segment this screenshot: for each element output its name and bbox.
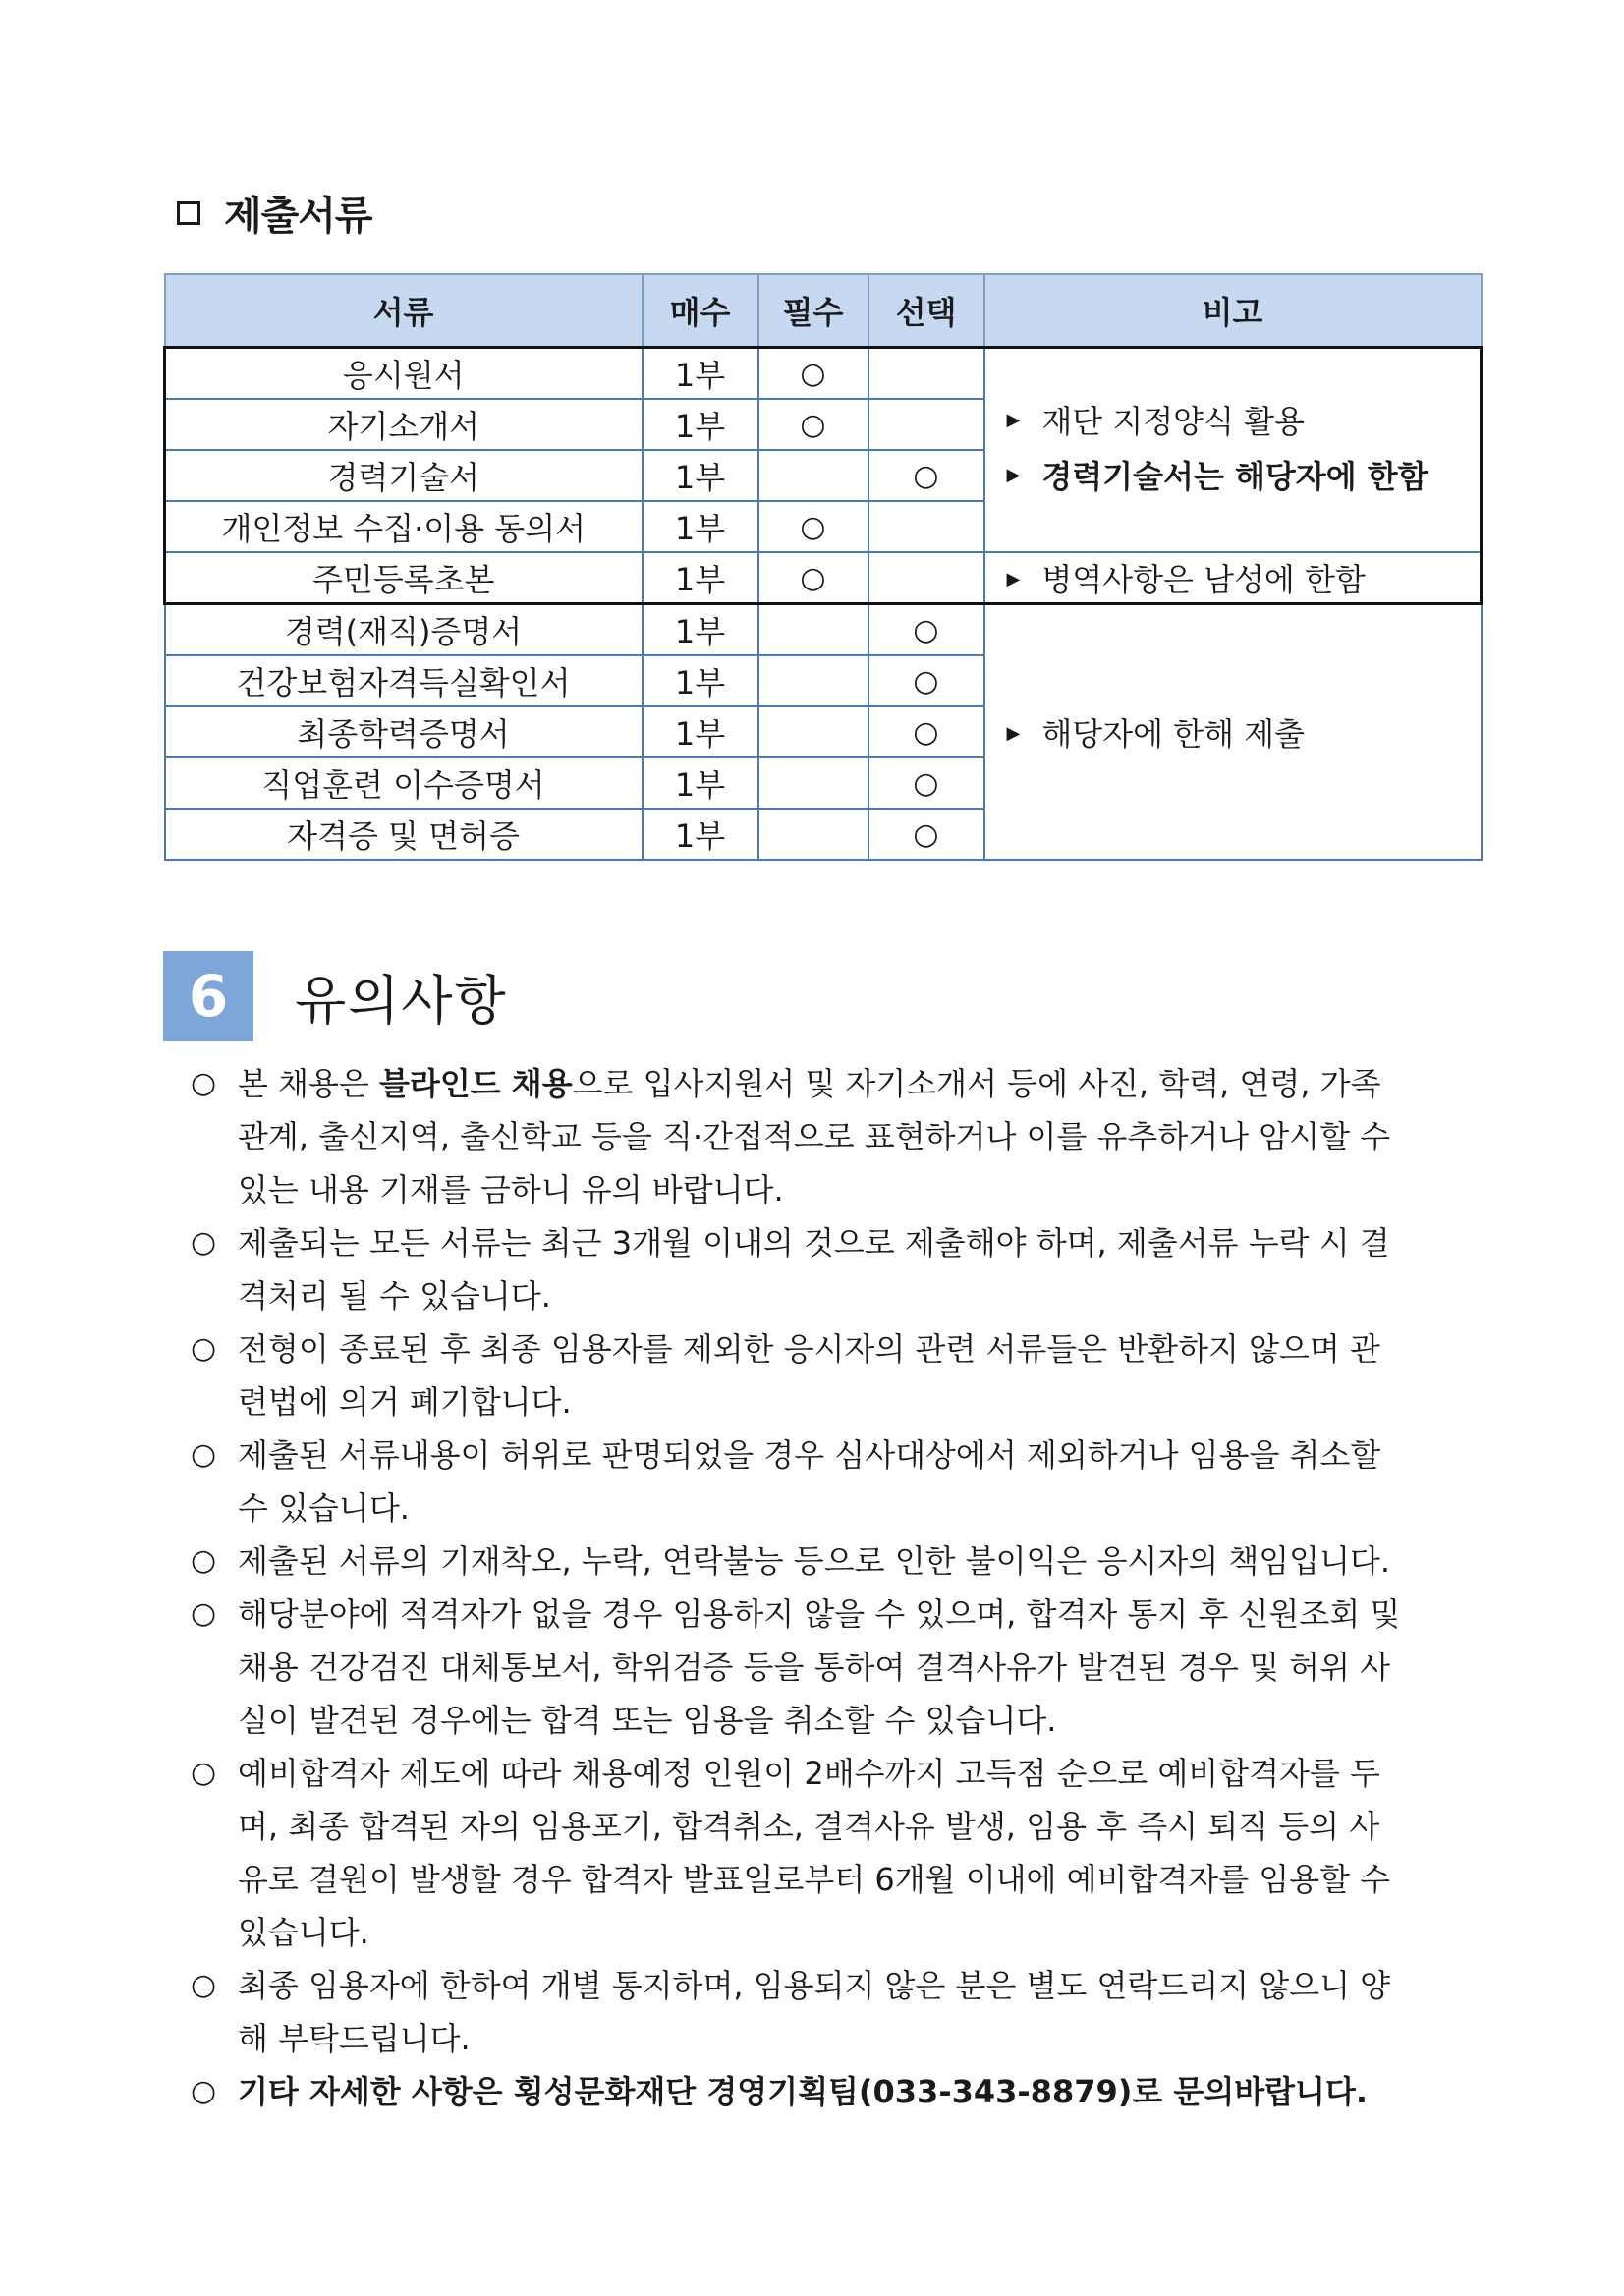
doc-count: 1부	[643, 655, 758, 706]
remark-text: 경력기술서는 해당자에 한함	[1041, 458, 1428, 495]
list-item	[191, 1216, 1409, 1322]
header-document: 서류	[165, 274, 643, 348]
remark-text: 해당자에 한해 제출	[1041, 715, 1305, 753]
list-item	[191, 1428, 1409, 1535]
doc-count: 1부	[643, 552, 758, 604]
doc-optional	[868, 399, 984, 450]
triangle-right-icon: ▶	[1006, 410, 1021, 430]
doc-count: 1부	[643, 706, 758, 757]
item-text: 으로 입사지원서 및 자기소개서 등에 사진, 학력, 연령, 가족관계, 출신지역, 출신학교 등을 직·간접적으로 표현하거나 이를 유추하거나 암시할 수 있는 내용 기재를 금하니 유의 바랍니다.	[238, 1065, 1391, 1208]
checkbox-square-icon	[177, 201, 200, 225]
item-text: 제출되는 모든 서류는 최근 3개월 이내의 것으로 제출해야 하며, 제출서류 누락 시 결격처리 될 수 있습니다.	[238, 1224, 1390, 1315]
item-text-bold: 블라인드 채용	[379, 1065, 573, 1102]
doc-name: 경력기술서	[165, 450, 643, 501]
table-row	[165, 552, 1482, 604]
doc-name: 개인정보 수집·이용 동의서	[165, 501, 643, 552]
remark-text: 병역사항은 남성에 한함	[1041, 561, 1366, 598]
doc-required: ○	[758, 501, 868, 552]
remark-line	[1007, 395, 1481, 450]
precautions-heading	[163, 951, 508, 1041]
list-item	[191, 1959, 1409, 2065]
circle-bullet-icon: ○	[191, 1543, 217, 1578]
doc-name: 응시원서	[165, 348, 643, 400]
doc-count: 1부	[643, 348, 758, 400]
circle-bullet-icon: ○	[191, 1437, 217, 1472]
item-text: 예비합격자 제도에 따라 채용예정 인원이 2배수까지 고득점 순으로 예비합격자를 두며, 최종 합격된 자의 임용포기, 합격취소, 결격사유 발생, 임용 후 즉시 퇴직 등의 사유로 결원이 발생할 경우 합격자 발표일로부터 6개월 이내에 예비합격자를 임용할 수 있습니다.	[238, 1755, 1391, 1951]
list-item	[191, 1747, 1409, 1959]
header-remarks: 비고	[984, 274, 1482, 348]
table-header-row	[165, 274, 1482, 348]
section-number-badge: 6	[163, 951, 253, 1041]
doc-required	[758, 706, 868, 757]
list-item-contact	[191, 2065, 1409, 2118]
circle-bullet-icon: ○	[191, 1756, 217, 1790]
doc-required	[758, 757, 868, 809]
item-text: 최종 임용자에 한하여 개별 통지하며, 임용되지 않은 분은 별도 연락드리지 않으니 양해 부탁드립니다.	[238, 1967, 1391, 2057]
doc-count: 1부	[643, 450, 758, 501]
doc-optional: ○	[868, 809, 984, 860]
item-text: 전형이 종료된 후 최종 임용자를 제외한 응시자의 관련 서류들은 반환하지 않으며 관련법에 의거 폐기합니다.	[238, 1330, 1380, 1421]
doc-required: ○	[758, 552, 868, 604]
triangle-right-icon: ▶	[1006, 465, 1021, 485]
doc-optional	[868, 501, 984, 552]
doc-optional: ○	[868, 655, 984, 706]
doc-count: 1부	[643, 604, 758, 656]
table-row	[165, 348, 1482, 400]
item-text: 제출된 서류내용이 허위로 판명되었을 경우 심사대상에서 제외하거나 임용을 취소할 수 있습니다.	[238, 1436, 1381, 1527]
doc-count: 1부	[643, 757, 758, 809]
doc-name: 자기소개서	[165, 399, 643, 450]
doc-optional: ○	[868, 706, 984, 757]
precautions-list	[191, 1057, 1409, 2118]
doc-required	[758, 809, 868, 860]
circle-bullet-icon: ○	[191, 1968, 217, 2002]
doc-required	[758, 450, 868, 501]
circle-bullet-icon: ○	[191, 1225, 217, 1260]
triangle-right-icon: ▶	[1006, 722, 1021, 744]
doc-count: 1부	[643, 809, 758, 860]
list-item	[191, 1057, 1409, 1216]
doc-name: 최종학력증명서	[165, 706, 643, 757]
circle-bullet-icon: ○	[191, 1596, 217, 1631]
remark-group-1	[984, 348, 1482, 553]
doc-name: 주민등록초본	[165, 552, 643, 604]
table-row	[165, 604, 1482, 656]
circle-bullet-icon: ○	[191, 2074, 217, 2108]
doc-count: 1부	[643, 399, 758, 450]
list-item	[191, 1322, 1409, 1428]
doc-optional: ○	[868, 450, 984, 501]
doc-name: 자격증 및 면허증	[165, 809, 643, 860]
documents-table	[163, 273, 1483, 861]
doc-name: 경력(재직)증명서	[165, 604, 643, 656]
header-count: 매수	[643, 274, 758, 348]
doc-optional	[868, 552, 984, 604]
item-text: 본 채용은	[238, 1065, 379, 1102]
remark-group-2	[984, 552, 1482, 604]
section-title	[177, 185, 372, 241]
doc-optional: ○	[868, 604, 984, 656]
circle-bullet-icon: ○	[191, 1331, 217, 1366]
remark-line-bold	[1007, 450, 1481, 505]
circle-bullet-icon: ○	[191, 1066, 217, 1100]
remark-group-3	[984, 604, 1482, 861]
doc-count: 1부	[643, 501, 758, 552]
doc-required	[758, 655, 868, 706]
item-text: 기타 자세한 사항은 횡성문화재단 경영기획팀(033-343-8879)로 문의바랍니다.	[238, 2073, 1369, 2110]
triangle-right-icon: ▶	[1006, 568, 1021, 589]
doc-name: 건강보험자격득실확인서	[165, 655, 643, 706]
precautions-title: 유의사항	[295, 969, 508, 1032]
doc-optional: ○	[868, 757, 984, 809]
doc-required: ○	[758, 348, 868, 400]
header-optional: 선택	[868, 274, 984, 348]
doc-required: ○	[758, 399, 868, 450]
doc-name: 직업훈련 이수증명서	[165, 757, 643, 809]
item-text: 제출된 서류의 기재착오, 누락, 연락불능 등으로 인한 불이익은 응시자의 책임입니다.	[238, 1542, 1391, 1580]
section-title-text: 제출서류	[224, 194, 372, 239]
doc-optional	[868, 348, 984, 400]
remark-text: 재단 지정양식 활용	[1041, 403, 1305, 440]
list-item	[191, 1588, 1409, 1747]
list-item	[191, 1535, 1409, 1588]
header-required: 필수	[758, 274, 868, 348]
doc-required	[758, 604, 868, 656]
item-text: 해당분야에 적격자가 없을 경우 임용하지 않을 수 있으며, 합격자 통지 후 신원조회 및 채용 건강검진 대체통보서, 학위검증 등을 통하여 결격사유가 발견된 경우 및 허위 사실이 발견된 경우에는 합격 또는 임용을 취소할 수 있습니다.	[238, 1596, 1401, 1739]
